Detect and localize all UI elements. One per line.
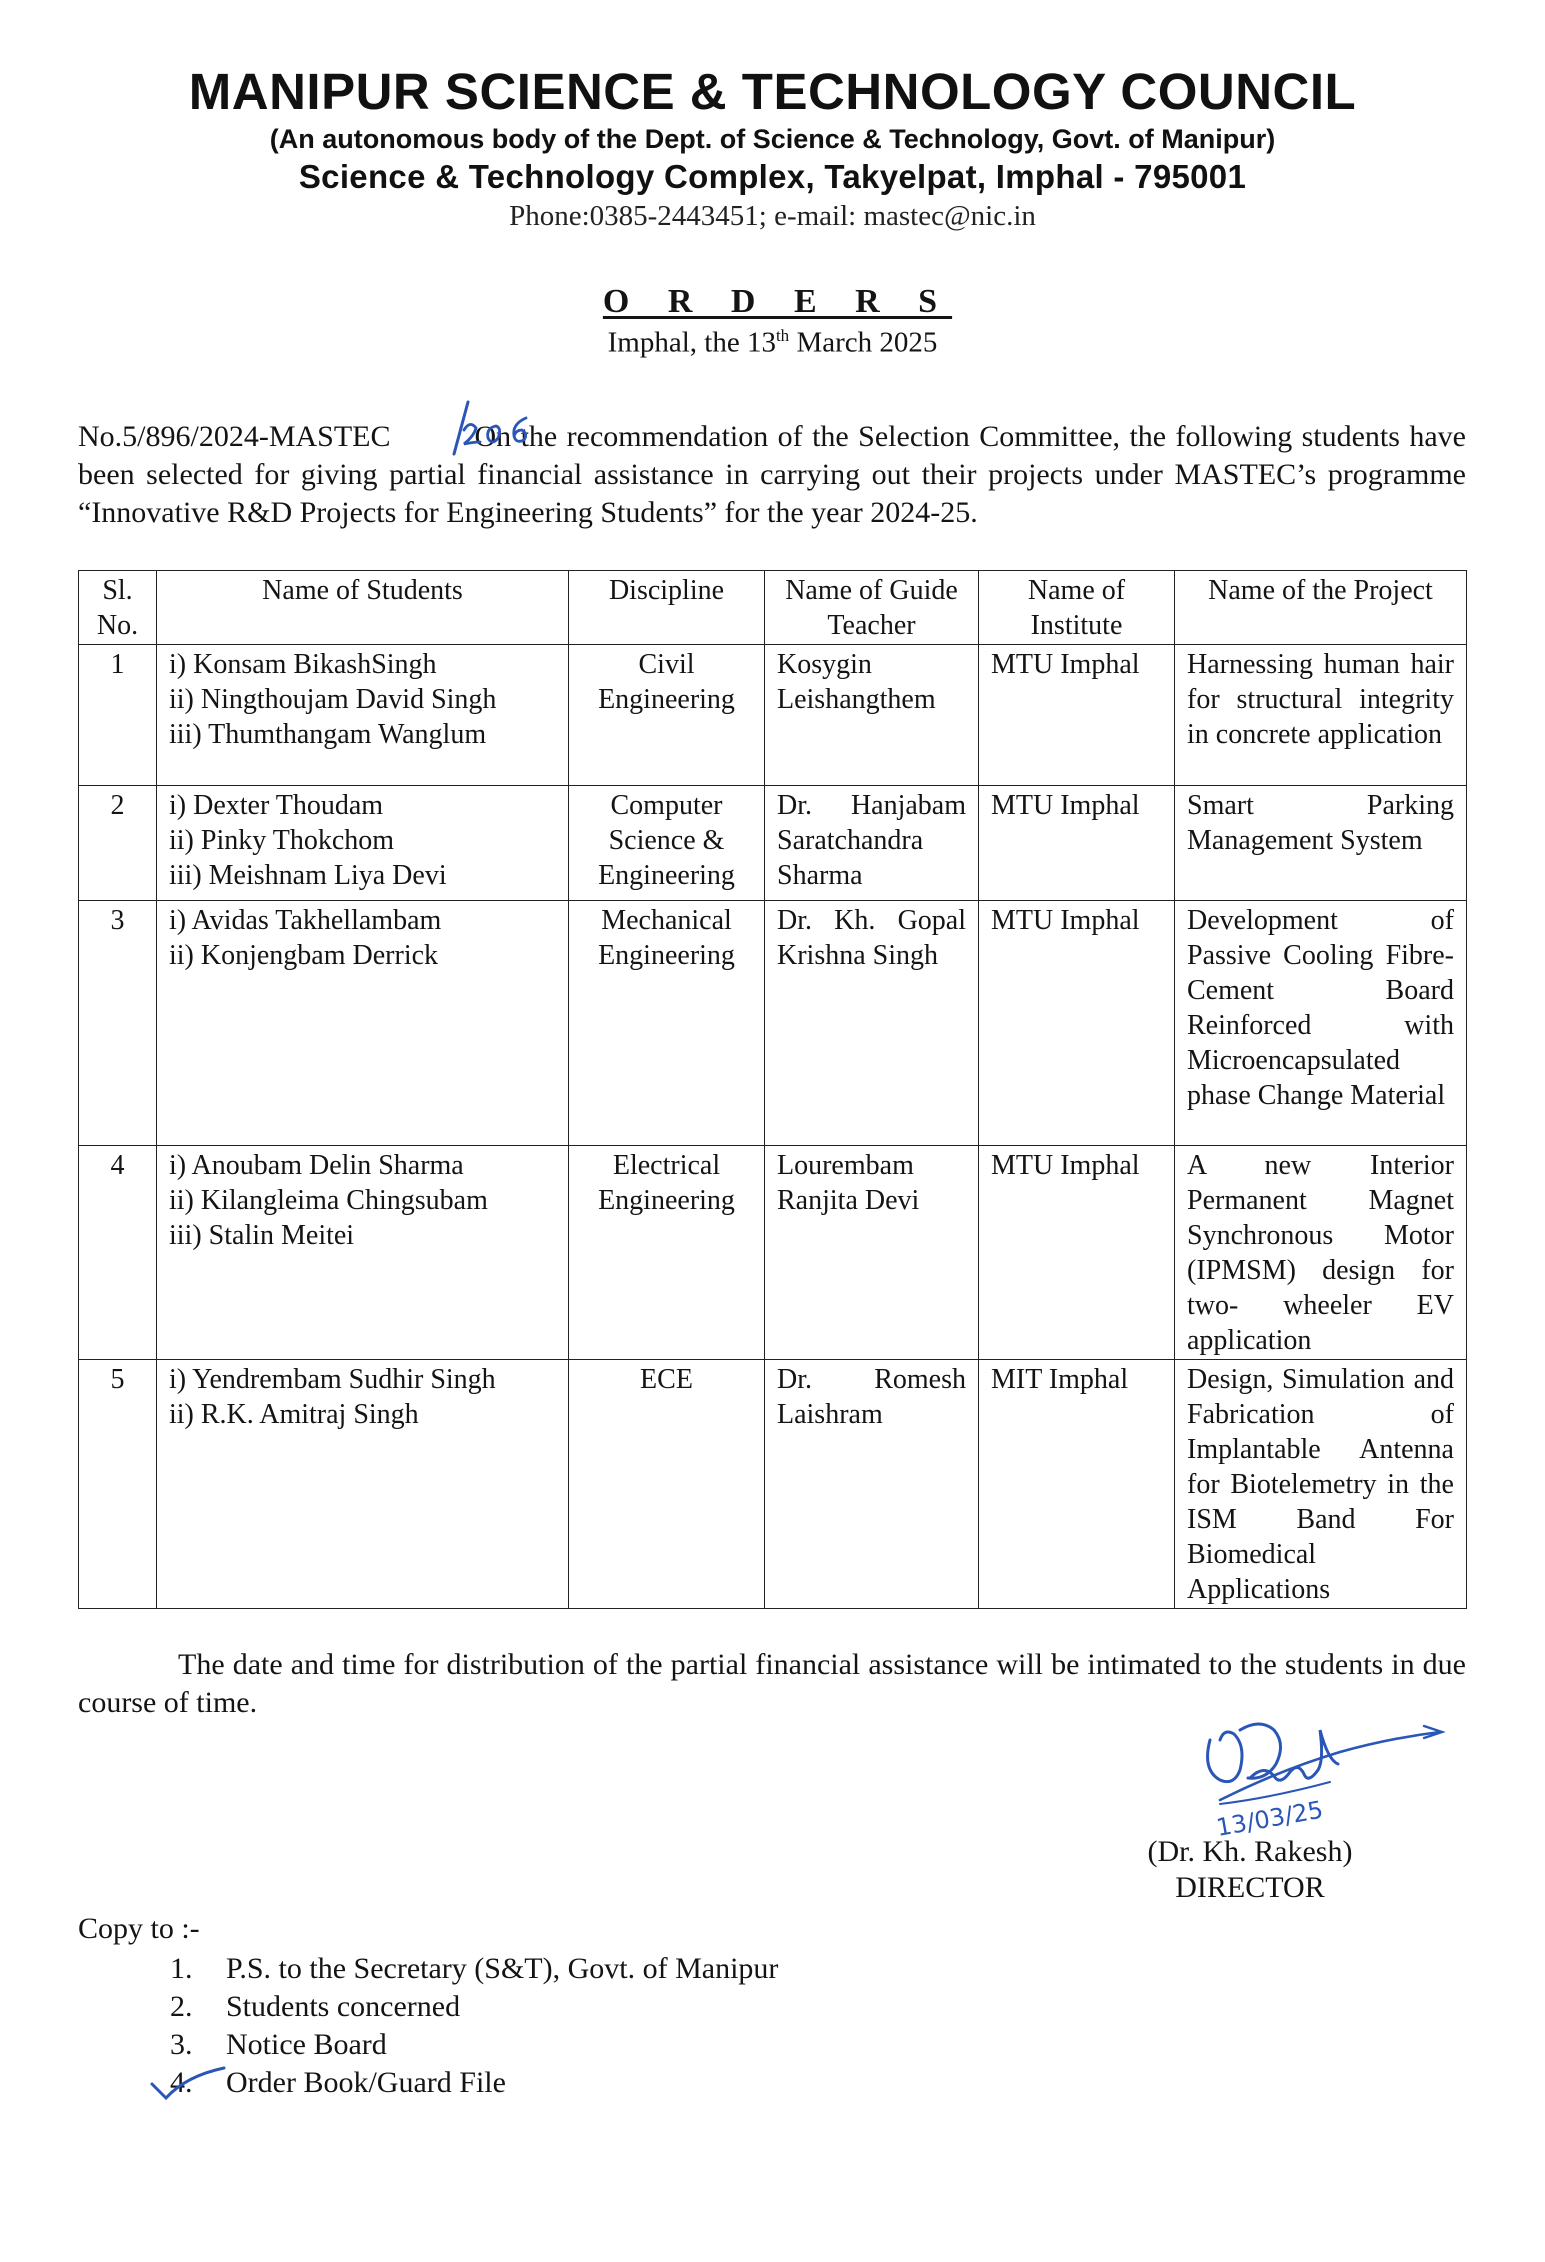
table-row bbox=[79, 1360, 1467, 1609]
item-text: Order Book/Guard File bbox=[226, 2066, 506, 2099]
cell-discipline: Computer Science & Engineering bbox=[569, 786, 765, 901]
cell-students bbox=[157, 901, 569, 1146]
orders-date bbox=[0, 326, 1545, 360]
cell-discipline: Electrical Engineering bbox=[569, 1146, 765, 1360]
student-name: ii) R.K. Amitraj Singh bbox=[169, 1399, 419, 1430]
item-text: Notice Board bbox=[226, 2028, 387, 2061]
student-name: i) Yendrembam Sudhir Singh bbox=[169, 1364, 496, 1395]
signatory-block bbox=[1100, 1834, 1400, 1906]
student-name: ii) Ningthoujam David Singh bbox=[169, 684, 497, 715]
org-address: Science & Technology Complex, Takyelpat, Imphal - 795001 bbox=[298, 158, 1247, 195]
cell-sl: 4 bbox=[79, 1146, 157, 1360]
list-item bbox=[170, 1950, 778, 1988]
cell-institute: MTU Imphal bbox=[979, 901, 1175, 1146]
signatory-name: (Dr. Kh. Rakesh) bbox=[1147, 1835, 1353, 1868]
cell-guide: Lourembam Ranjita Devi bbox=[765, 1146, 979, 1360]
header-sl: Sl. No. bbox=[79, 571, 157, 645]
list-item bbox=[170, 1988, 778, 2026]
header-discipline: Discipline bbox=[569, 571, 765, 645]
cell-students bbox=[157, 1146, 569, 1360]
table-row bbox=[79, 901, 1467, 1146]
cell-project: Smart Parking Management System bbox=[1175, 786, 1467, 901]
student-name: i) Avidas Takhellambam bbox=[169, 905, 442, 936]
date-suffix: March 2025 bbox=[789, 326, 938, 359]
cell-students bbox=[157, 786, 569, 901]
org-subtitle: (An autonomous body of the Dept. of Science & Technology, Govt. of Manipur) bbox=[269, 124, 1276, 154]
header-guide: Name of Guide Teacher bbox=[765, 571, 979, 645]
student-name: i) Konsam BikashSingh bbox=[169, 649, 437, 680]
cell-students bbox=[157, 645, 569, 786]
cell-discipline: Mechanical Engineering bbox=[569, 901, 765, 1146]
item-number: 4. bbox=[170, 2066, 193, 2099]
signatory-designation: DIRECTOR bbox=[1175, 1871, 1325, 1904]
cell-project: Development of Passive Cooling Fibre-Cement Board Reinforced with Microencapsulated phase Change Material bbox=[1175, 901, 1467, 1146]
cell-institute: MIT Imphal bbox=[979, 1360, 1175, 1609]
item-text: P.S. to the Secretary (S&T), Govt. of Manipur bbox=[226, 1952, 779, 1985]
cell-guide: Dr. Hanjabam Saratchandra Sharma bbox=[765, 786, 979, 901]
cell-sl: 3 bbox=[79, 901, 157, 1146]
cell-discipline: Civil Engineering bbox=[569, 645, 765, 786]
cell-institute: MTU Imphal bbox=[979, 645, 1175, 786]
cell-students bbox=[157, 1360, 569, 1609]
header-students: Name of Students bbox=[157, 571, 569, 645]
cell-project: Harnessing human hair for structural integrity in concrete application bbox=[1175, 645, 1467, 786]
orders-heading: O R D E R S bbox=[602, 283, 953, 320]
copy-to-heading: Copy to :- bbox=[78, 1912, 200, 1945]
order-body: On the recommendation of the Selection Committee, the following students have been selected for giving partial financial assistance in carrying out their projects under MASTEC’s programme “Innovative R&D Projects for Engineering Students” for the year 2024-25. bbox=[78, 420, 1466, 529]
header-institute: Name of Institute bbox=[979, 571, 1175, 645]
order-paragraph bbox=[78, 418, 1466, 532]
cell-project: A new Interior Permanent Magnet Synchronous Motor (IPMSM) design for two- wheeler EV application bbox=[1175, 1146, 1467, 1360]
cell-guide: Dr. Romesh Laishram bbox=[765, 1360, 979, 1609]
selection-table bbox=[78, 570, 1467, 1609]
org-contact: Phone:0385-2443451; e-mail: mastec@nic.in bbox=[509, 200, 1036, 232]
cell-discipline: ECE bbox=[569, 1360, 765, 1609]
date-sup: th bbox=[775, 326, 790, 345]
student-name: ii) Kilangleima Chingsubam bbox=[169, 1185, 488, 1216]
list-item bbox=[170, 2064, 778, 2102]
list-item bbox=[170, 2026, 778, 2064]
item-number: 1. bbox=[170, 1952, 193, 1985]
table-row bbox=[79, 645, 1467, 786]
cell-sl: 5 bbox=[79, 1360, 157, 1609]
student-name: iii) Thumthangam Wanglum bbox=[169, 719, 487, 750]
signature-date: 13/03/25 bbox=[1214, 1795, 1326, 1842]
student-name: i) Anoubam Delin Sharma bbox=[169, 1150, 464, 1181]
cell-sl: 1 bbox=[79, 645, 157, 786]
closing-paragraph: The date and time for distribution of the partial financial assistance will be intimated to the students in due course of time. bbox=[78, 1648, 1466, 1719]
order-number: No.5/896/2024-MASTEC bbox=[78, 420, 391, 453]
header-project: Name of the Project bbox=[1175, 571, 1467, 645]
item-text: Students concerned bbox=[226, 1990, 461, 2023]
item-number: 3. bbox=[170, 2028, 193, 2061]
table-header-row bbox=[79, 571, 1467, 645]
table-row bbox=[79, 1146, 1467, 1360]
cell-institute: MTU Imphal bbox=[979, 786, 1175, 901]
item-number: 2. bbox=[170, 1990, 193, 2023]
checkmark-icon bbox=[148, 2062, 228, 2102]
student-name: iii) Meishnam Liya Devi bbox=[169, 860, 447, 891]
cell-guide: Kosygin Leishangthem bbox=[765, 645, 979, 786]
cell-institute: MTU Imphal bbox=[979, 1146, 1175, 1360]
student-name: ii) Konjengbam Derrick bbox=[169, 940, 439, 971]
student-name: i) Dexter Thoudam bbox=[169, 790, 384, 821]
org-title: MANIPUR SCIENCE & TECHNOLOGY COUNCIL bbox=[188, 63, 1357, 120]
date-prefix: Imphal, the 13 bbox=[607, 326, 776, 359]
copy-to-list bbox=[170, 1950, 778, 2102]
student-name: iii) Stalin Meitei bbox=[169, 1220, 355, 1251]
cell-project: Design, Simulation and Fabrication of Implantable Antenna for Biotelemetry in the ISM Band For Biomedical Applications bbox=[1175, 1360, 1467, 1609]
cell-sl: 2 bbox=[79, 786, 157, 901]
table-row bbox=[79, 786, 1467, 901]
cell-guide: Dr. Kh. Gopal Krishna Singh bbox=[765, 901, 979, 1146]
handwritten-order-number bbox=[448, 396, 538, 460]
student-name: ii) Pinky Thokchom bbox=[169, 825, 395, 856]
